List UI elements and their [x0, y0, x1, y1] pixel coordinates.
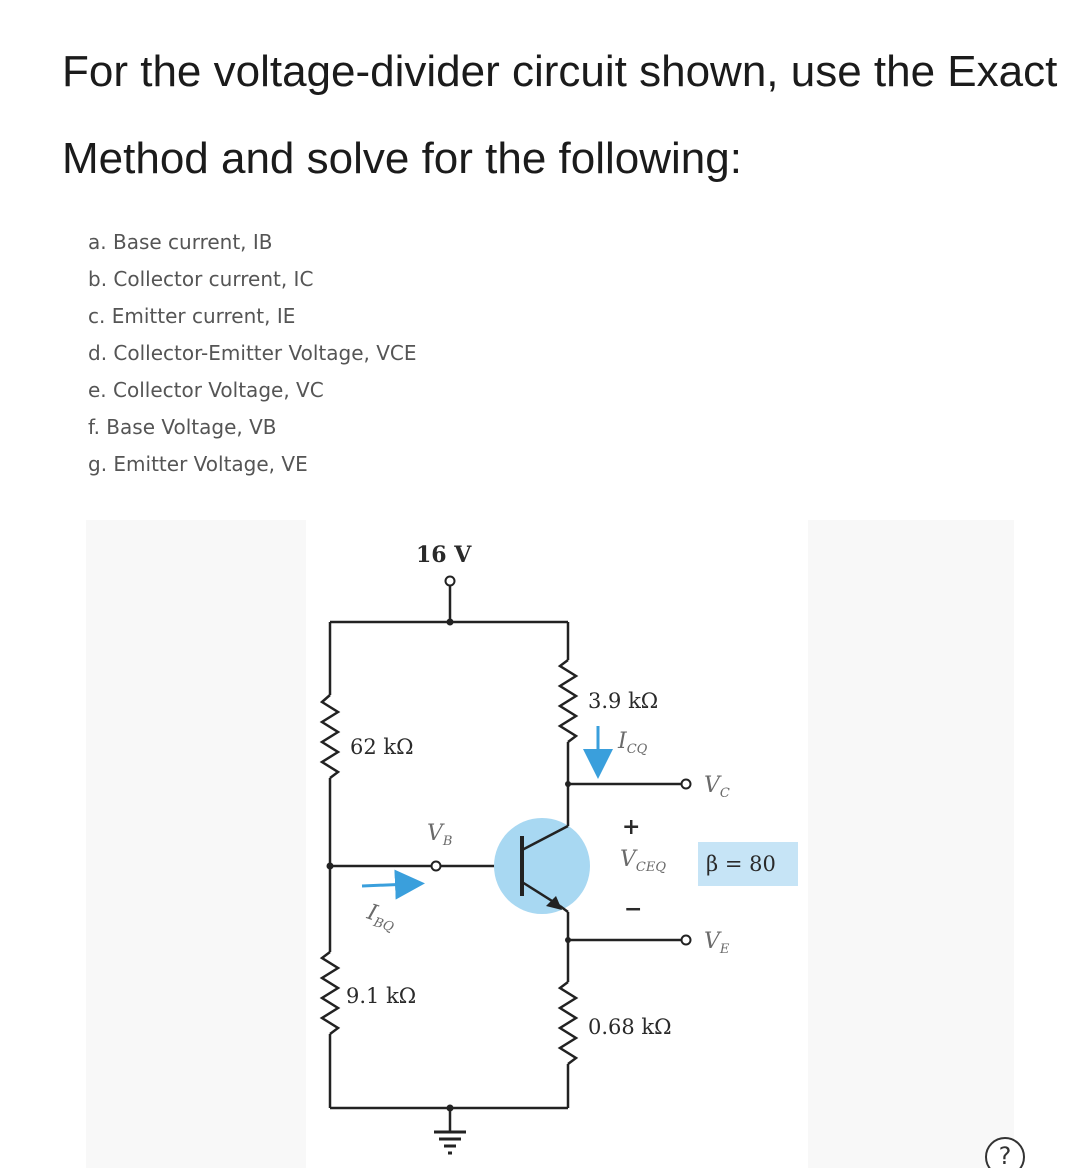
- beta-label: β = 80: [706, 852, 776, 876]
- supply-voltage-label: 16 V: [416, 542, 472, 568]
- question-part-f: f. Base Voltage, VB: [88, 415, 277, 439]
- ibq-arrow: [362, 884, 410, 886]
- ve-label: $V_E$: [704, 929, 730, 957]
- help-icon[interactable]: ?: [985, 1137, 1025, 1168]
- question-part-b: b. Collector current, IC: [88, 267, 314, 291]
- question-part-g: g. Emitter Voltage, VE: [88, 452, 308, 476]
- r2-resistor: [322, 952, 338, 1034]
- vc-label: $V_C$: [704, 773, 730, 801]
- ground-icon: [434, 1108, 466, 1153]
- transistor-body: [494, 818, 590, 914]
- vc-terminal: [682, 780, 691, 789]
- vc-junction-dot: [565, 781, 571, 787]
- vceq-minus-sign: −: [624, 896, 643, 922]
- top-junction-dot: [447, 619, 454, 626]
- ve-junction-dot: [565, 937, 571, 943]
- r2-value-label: 9.1 kΩ: [346, 984, 417, 1008]
- vceq-label: $V_{CEQ}$: [620, 847, 666, 875]
- question-part-e: e. Collector Voltage, VC: [88, 378, 324, 402]
- rc-value-label: 3.9 kΩ: [588, 689, 659, 713]
- base-junction-dot: [327, 863, 334, 870]
- r1-resistor: [322, 695, 338, 778]
- supply-terminal: [446, 577, 455, 623]
- vb-terminal: [432, 862, 441, 871]
- rc-resistor: [560, 660, 576, 742]
- r1-value-label: 62 kΩ: [350, 735, 414, 759]
- vb-label: $V_B$: [427, 821, 453, 849]
- question-title: For the voltage-divider circuit shown, use the Exact Method and solve for the following:: [62, 47, 1058, 183]
- icq-label: $I_{CQ}$: [618, 729, 648, 757]
- re-resistor: [560, 982, 576, 1064]
- ibq-label: $I_{BQ}$: [364, 899, 396, 936]
- vceq-plus-sign: +: [622, 814, 641, 840]
- question-part-d: d. Collector-Emitter Voltage, VCE: [88, 341, 417, 365]
- re-value-label: 0.68 kΩ: [588, 1015, 672, 1039]
- question-part-a: a. Base current, IB: [88, 230, 273, 254]
- ve-terminal: [682, 936, 691, 945]
- question-part-c: c. Emitter current, IE: [88, 304, 296, 328]
